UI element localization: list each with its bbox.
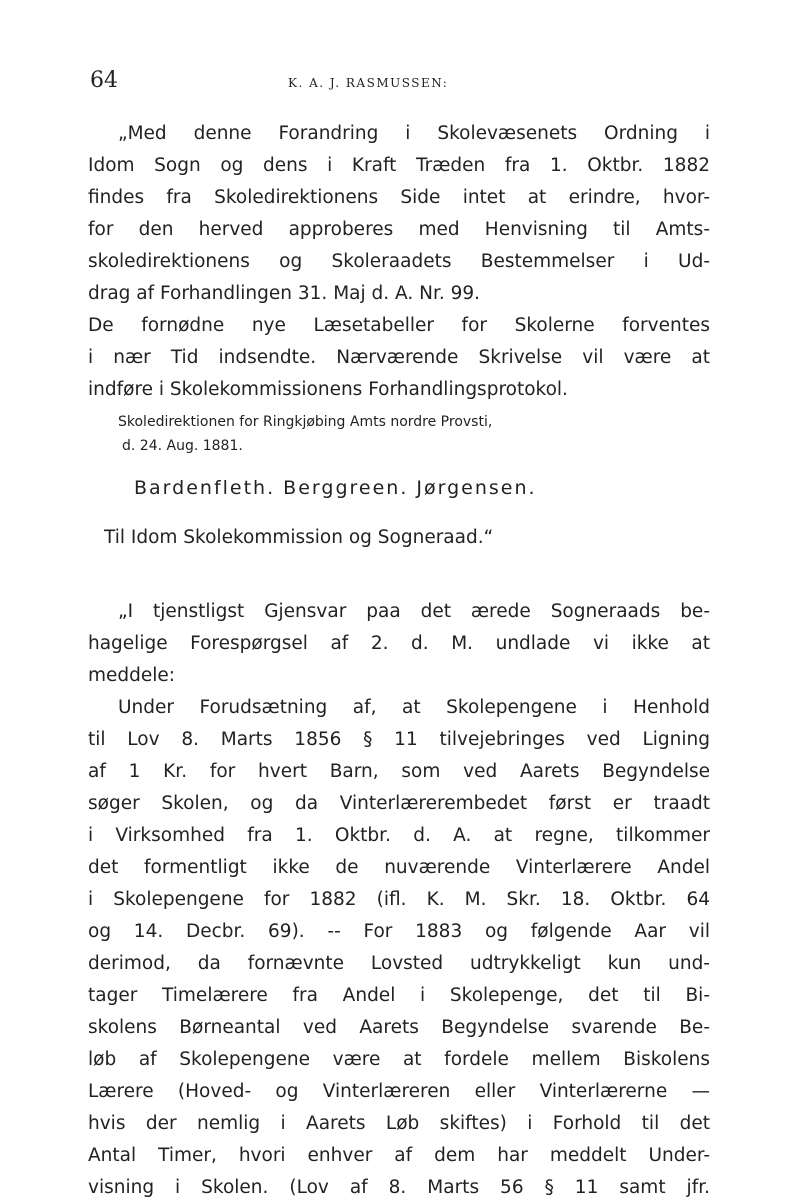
sender-line: Skoledirektionen for Ringkjøbing Amts nordre Provsti, <box>118 414 493 430</box>
page-number: 64 <box>90 68 118 93</box>
text-line: „Med denne Forandring i Skolevæsenets Ordning i <box>118 123 710 144</box>
page-header <box>88 60 710 98</box>
sender-date: d. 24. Aug. 1881. <box>122 438 243 454</box>
text-line: skoledirektionens og Skoleraadets Bestemmelser i Ud- <box>88 251 710 272</box>
text-line: i nær Tid indsendte. Nærværende Skrivelse vil være at <box>88 347 710 368</box>
text-line: af 1 Kr. for hvert Barn, som ved Aarets Begyndelse <box>88 761 710 782</box>
letter-1-paragraph <box>88 118 710 406</box>
text-line: søger Skolen, og da Vinterlærerembedet først er traadt <box>88 793 710 814</box>
text-line: Lærere (Hoved- og Vinterlæreren eller Vinterlærerne — <box>88 1081 710 1102</box>
letter-2-intro <box>88 596 710 692</box>
text-line: løb af Skolepengene være at fordele mellem Biskolens <box>88 1049 710 1070</box>
text-line: Under Forudsætning af, at Skolepengene i Henhold <box>118 697 710 718</box>
text-line: drag af Forhandlingen 31. Maj d. A. Nr. 99. <box>88 283 481 304</box>
text-line: hagelige Forespørgsel af 2. d. M. undlade vi ikke at <box>88 633 710 654</box>
text-line: derimod, da fornævnte Lovsted udtrykkeligt kun und- <box>88 953 710 974</box>
addressee: Til Idom Skolekommission og Sogneraad.“ <box>104 527 494 548</box>
signatures: Bardenfleth. Berggreen. Jørgensen. <box>134 477 537 499</box>
text-line: Antal Timer, hvori enhver af dem har meddelt Under- <box>88 1145 710 1166</box>
text-line: indføre i Skolekommissionens Forhandlingsprotokol. <box>88 379 568 400</box>
text-line: i Virksomhed fra 1. Oktbr. d. A. at regne, tilkommer <box>88 825 710 846</box>
text-line: De fornødne nye Læsetabeller for Skolerne forventes <box>88 315 710 336</box>
text-line: meddele: <box>88 665 176 686</box>
text-line: skolens Børneantal ved Aarets Begyndelse svarende Be- <box>88 1017 710 1038</box>
letter-2-body <box>88 692 710 1204</box>
text-line: „I tjenstligst Gjensvar paa det ærede Sogneraads be- <box>118 601 710 622</box>
text-line: det formentligt ikke de nuværende Vinterlærere Andel <box>88 857 710 878</box>
text-line: i Skolepengene for 1882 (ifl. K. M. Skr. 18. Oktbr. 64 <box>88 889 710 910</box>
text-line: for den herved approberes med Henvisning til Amts- <box>88 219 710 240</box>
text-line: findes fra Skoledirektionens Side intet at erindre, hvor- <box>88 187 710 208</box>
text-line: Idom Sogn og dens i Kraft Træden fra 1. Oktbr. 1882 <box>88 155 710 176</box>
book-page <box>88 60 710 1204</box>
text-line: hvis der nemlig i Aarets Løb skiftes) i Forhold til det <box>88 1113 710 1134</box>
text-line: og 14. Decbr. 69). -- For 1883 og følgende Aar vil <box>88 921 710 942</box>
section-gap <box>88 554 710 596</box>
text-line: til Lov 8. Marts 1856 § 11 tilvejebringes ved Ligning <box>88 729 710 750</box>
text-line: visning i Skolen. (Lov af 8. Marts 56 § 11 samt jfr. <box>88 1177 710 1198</box>
text-line: tager Timelærere fra Andel i Skolepenge, det til Bi- <box>88 985 710 1006</box>
sender-block <box>118 410 710 458</box>
running-head: K. A. J. RASMUSSEN: <box>288 76 449 90</box>
letter-1 <box>88 118 710 554</box>
letter-2 <box>88 596 710 1204</box>
